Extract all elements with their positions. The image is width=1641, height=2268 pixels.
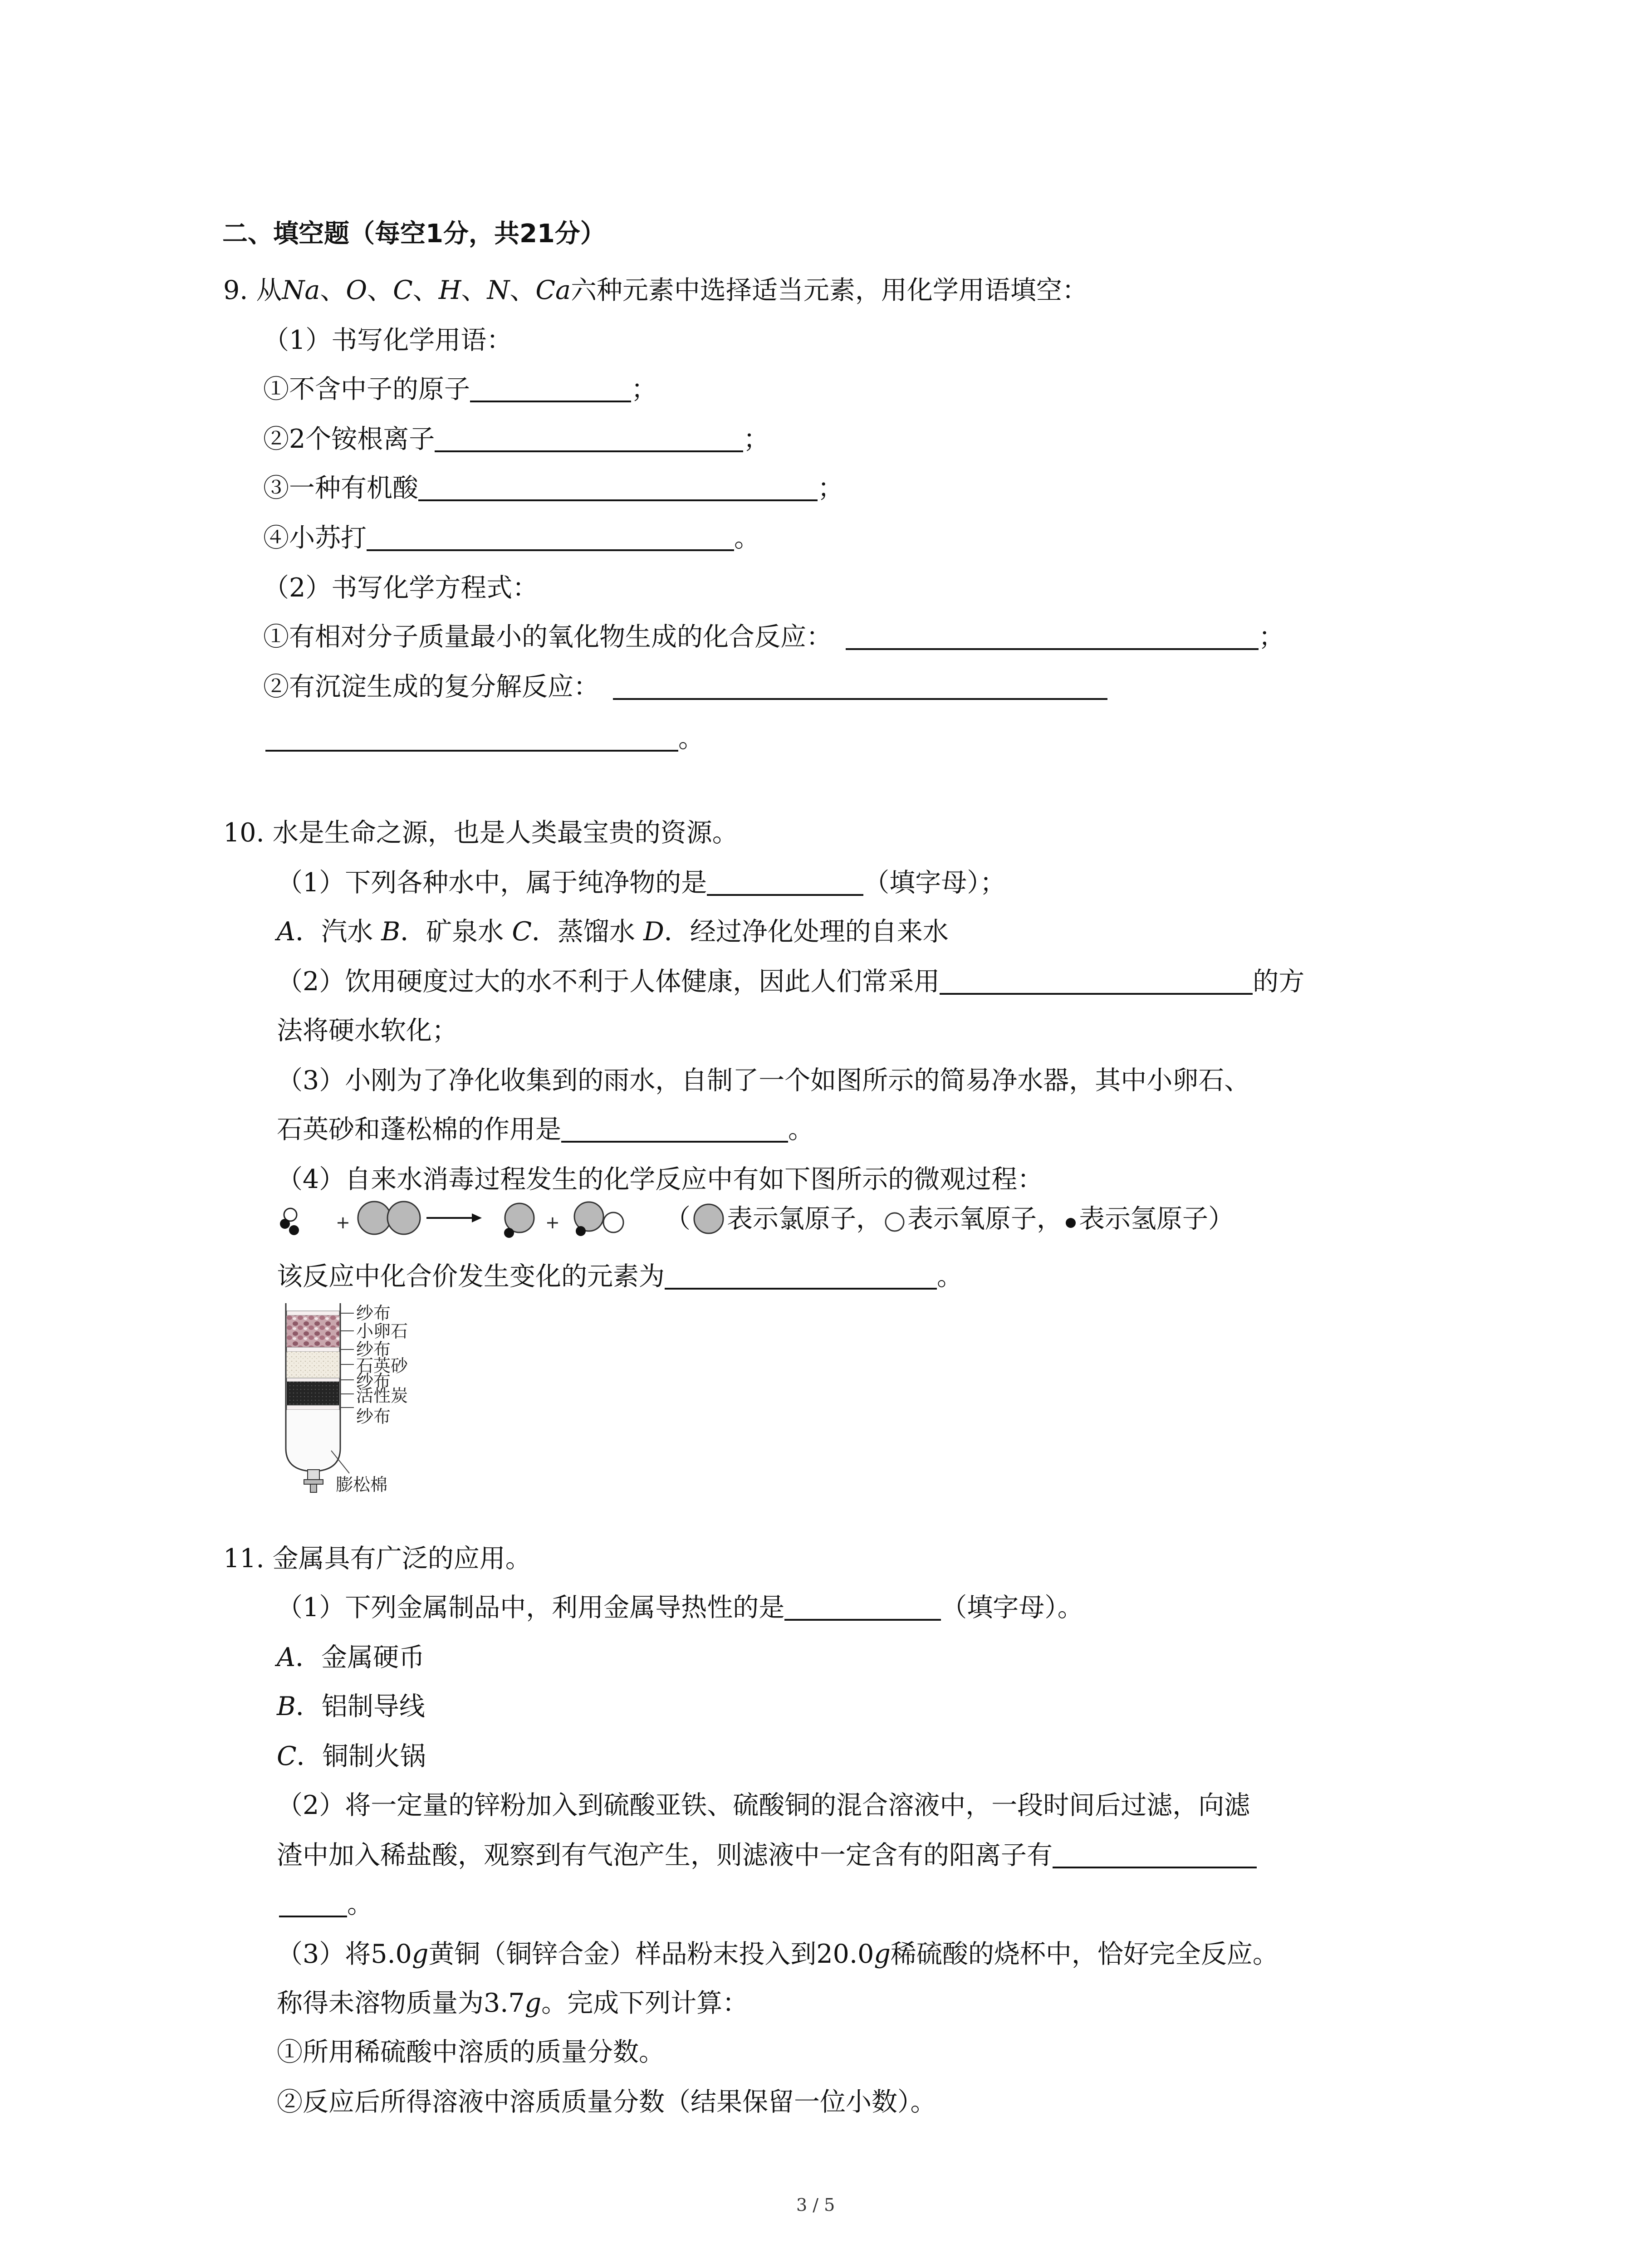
unit-g: g: [874, 1939, 891, 1969]
layer-gauze: [287, 1347, 339, 1352]
chlorine-atom-icon: [691, 1203, 727, 1235]
option-c: ．蒸馏水: [531, 917, 644, 947]
q11-part2-text: 渣中加入稀盐酸，观察到有气泡产生，则滤液中一定含有的阳离子有: [277, 1840, 1053, 1870]
filter-labels: [336, 1303, 408, 1495]
chlorine-molecule: [358, 1202, 420, 1234]
q11-part2-cont: [277, 1840, 1257, 1870]
punct: 。: [734, 523, 760, 553]
q10-part1-end: （填字母）；: [863, 868, 1006, 898]
q9-item-1: [263, 376, 657, 402]
q10-part3-text: 石英砂和蓬松棉的作用是: [277, 1114, 561, 1144]
q9-item-4: [263, 525, 760, 551]
option-c-letter: C: [512, 917, 532, 947]
q11-calc-1: ①所用稀硫酸中溶质的质量分数。: [277, 2037, 665, 2067]
label-pebbles: 小卵石: [356, 1321, 408, 1341]
q9-stem: [223, 275, 1088, 305]
punct: ；: [743, 424, 769, 454]
legend-oxygen: 表示氧原子，: [907, 1204, 1063, 1234]
answer-blank[interactable]: [613, 675, 1107, 700]
answer-blank[interactable]: [470, 377, 631, 402]
answer-blank[interactable]: [418, 476, 818, 501]
q10-part2-text: （2）饮用硬度过大的水不利于人体健康，因此人们常采用: [277, 967, 940, 997]
q10-part3: （3）小刚为了净化收集到的雨水，自制了一个如图所示的简易净水器，其中小卵石、: [277, 1066, 1250, 1095]
answer-blank[interactable]: [561, 1117, 788, 1143]
answer-blank[interactable]: [784, 1595, 941, 1621]
punct: ；: [1259, 622, 1284, 652]
q9-item-1-text: ①不含中子的原子: [263, 374, 470, 404]
q10-part1-text: （1）下列各种水中，属于纯净物的是: [277, 868, 707, 898]
option-a: ．汽水: [295, 917, 382, 947]
option-b-letter: B: [277, 1691, 296, 1721]
unit-g: g: [411, 1939, 429, 1969]
element-o: O: [346, 275, 367, 305]
element-c: C: [393, 275, 413, 305]
separator: 、: [509, 275, 536, 305]
layer-gauze: [287, 1378, 339, 1382]
option-c: ．铜制火锅: [296, 1741, 426, 1771]
label-activated-carbon: 活性炭: [356, 1386, 408, 1406]
option-a: ．金属硬币: [295, 1642, 425, 1672]
layer-activated-carbon: [287, 1382, 339, 1405]
label-gauze: 纱布: [356, 1339, 391, 1359]
separator: 、: [320, 275, 346, 305]
option-d-letter: D: [643, 917, 664, 947]
option-b-letter: B: [381, 917, 401, 947]
answer-blank[interactable]: [435, 427, 743, 452]
hclo-molecule: [574, 1202, 623, 1236]
reaction-arrow: [426, 1213, 482, 1222]
q10-part1: [277, 870, 1006, 896]
layer-gauze: [287, 1405, 339, 1410]
option-a-letter: A: [277, 1642, 296, 1672]
bottle-outlet: [310, 1484, 317, 1492]
layer-pebbles: [287, 1315, 339, 1347]
q11-part1-text: （1）下列金属制品中，利用金属导热性的是: [277, 1593, 785, 1623]
q10-part2-cont: 法将硬水软化；: [277, 1016, 458, 1046]
q10-options: [277, 919, 949, 945]
punct: 。: [678, 723, 704, 753]
q9-eq1: [263, 624, 1284, 650]
q11-part1-end: （填字母）。: [941, 1593, 1083, 1623]
q10-part2-end: 的方: [1253, 967, 1305, 997]
label-gauze: 纱布: [356, 1303, 391, 1323]
legend-paren: （: [665, 1204, 691, 1234]
legend-hydrogen: 表示氢原子）: [1079, 1204, 1234, 1234]
option-a-letter: A: [277, 917, 296, 947]
label-gauze: 纱布: [356, 1371, 391, 1391]
punct: 。: [937, 1261, 963, 1291]
hydrogen-atom-icon: [1063, 1212, 1079, 1230]
water-molecule: [280, 1208, 299, 1235]
answer-blank[interactable]: [1053, 1843, 1257, 1868]
reaction-legend: [665, 1203, 1234, 1235]
q10-part4: （4）自来水消毒过程发生的化学反应中有如下图所示的微观过程：: [277, 1164, 1043, 1194]
q9-part1: （1）书写化学用语：: [263, 325, 513, 355]
element-ca: Ca: [535, 275, 571, 305]
q10-stem: 10. 水是生命之源，也是人类最宝贵的资源。: [223, 818, 738, 848]
oxygen-atom-icon: [882, 1209, 907, 1232]
label-quartz-sand: 石英砂: [356, 1356, 408, 1376]
q11-part3-text: （3）将: [277, 1939, 371, 1969]
punct: 。: [788, 1114, 814, 1144]
q9-item-4-text: ④小苏打: [263, 523, 367, 553]
punct: ；: [818, 473, 843, 503]
element-n: N: [487, 275, 510, 305]
bottle-cap: [304, 1480, 323, 1484]
plus-sign: +: [336, 1212, 350, 1232]
reaction-diagram: [272, 1198, 671, 1243]
punct: 。: [347, 1889, 373, 1919]
unit-g: g: [524, 1988, 542, 2018]
legend-chlorine: 表示氯原子，: [727, 1204, 882, 1234]
separator: 、: [367, 275, 393, 305]
option-b: ．矿泉水: [400, 917, 512, 947]
q11-option-a: [277, 1642, 425, 1672]
q9-item-2-text: ②2个铵根离子: [263, 424, 435, 454]
answer-blank[interactable]: [707, 870, 863, 896]
q11-part3: [277, 1941, 1279, 1967]
q9-eq2-text: ②有沉淀生成的复分解反应：: [263, 672, 599, 702]
answer-blank[interactable]: [279, 1892, 347, 1917]
q11-part2: （2）将一定量的锌粉加入到硫酸亚铁、硫酸铜的混合溶液中，一段时间后过滤，向滤: [277, 1790, 1250, 1820]
section-title: 二、填空题（每空1分，共21分）: [222, 219, 606, 249]
q11-part3-text: 称得未溶物质量为: [277, 1988, 484, 2018]
answer-blank[interactable]: [940, 969, 1253, 995]
q9-item-3-text: ③一种有机酸: [263, 473, 418, 503]
punct: ；: [631, 374, 657, 404]
label-gauze: 纱布: [356, 1407, 391, 1427]
q9-item-3: [263, 475, 843, 501]
separator: 、: [461, 275, 487, 305]
hcl-molecule: [504, 1203, 534, 1238]
q9-eq2-continued: [265, 723, 704, 753]
option-d: ．经过净化处理的自来水: [664, 917, 949, 947]
element-h: H: [438, 275, 461, 305]
mass-brass: 5.0: [371, 1939, 412, 1969]
bottle-spout: [308, 1470, 319, 1480]
layer-quartz-sand: [287, 1352, 339, 1378]
q9-stem-text: 六种元素中选择适当元素，用化学用语填空：: [570, 275, 1088, 305]
q11-part3-text: 黄铜（铜锌合金）样品粉末投入到: [428, 1939, 817, 1969]
q10-part3-cont: [277, 1114, 814, 1144]
q10-part2: [277, 969, 1304, 995]
answer-blank[interactable]: [846, 625, 1259, 650]
q9-number: 9. 从: [223, 275, 282, 305]
q10-part4-text: 该反应中化合价发生变化的元素为: [277, 1261, 665, 1291]
label-cotton: 膨松棉: [336, 1475, 388, 1495]
element-na: Na: [282, 275, 320, 305]
q11-option-b: [277, 1691, 425, 1721]
page-number: 3 / 5: [796, 2195, 835, 2215]
q9-part2: （2）书写化学方程式：: [263, 573, 539, 603]
separator: 、: [412, 275, 439, 305]
q9-eq1-text: ①有相对分子质量最小的氧化物生成的化合反应：: [263, 622, 832, 652]
answer-blank[interactable]: [265, 726, 678, 752]
q11-part3-text: 。完成下列计算：: [541, 1988, 749, 2018]
mass-residue: 3.7: [484, 1988, 525, 2018]
option-b: ．铝制导线: [295, 1691, 425, 1721]
option-c-letter: C: [277, 1741, 297, 1771]
layer-gauze: [287, 1311, 339, 1315]
mass-acid: 20.0: [816, 1939, 874, 1969]
answer-blank[interactable]: [367, 526, 734, 551]
q9-eq2: [263, 674, 1107, 700]
q9-item-2: [263, 426, 769, 452]
water-filter-figure: [281, 1301, 445, 1496]
plus-sign: +: [545, 1212, 560, 1232]
q11-part3-cont: [277, 1990, 748, 2016]
q11-stem: 11. 金属具有广泛的应用。: [223, 1544, 531, 1574]
q11-part2-end: [279, 1889, 373, 1919]
layer-cotton: [287, 1410, 339, 1469]
q11-part1: [277, 1595, 1083, 1621]
q10-part4-question: [277, 1261, 963, 1291]
q11-calc-2: ②反应后所得溶液中溶质质量分数（结果保留一位小数）。: [277, 2087, 936, 2117]
q11-option-c: [277, 1741, 426, 1771]
answer-blank[interactable]: [665, 1264, 937, 1290]
q11-part3-text: 稀硫酸的烧杯中，恰好完全反应。: [890, 1939, 1279, 1969]
